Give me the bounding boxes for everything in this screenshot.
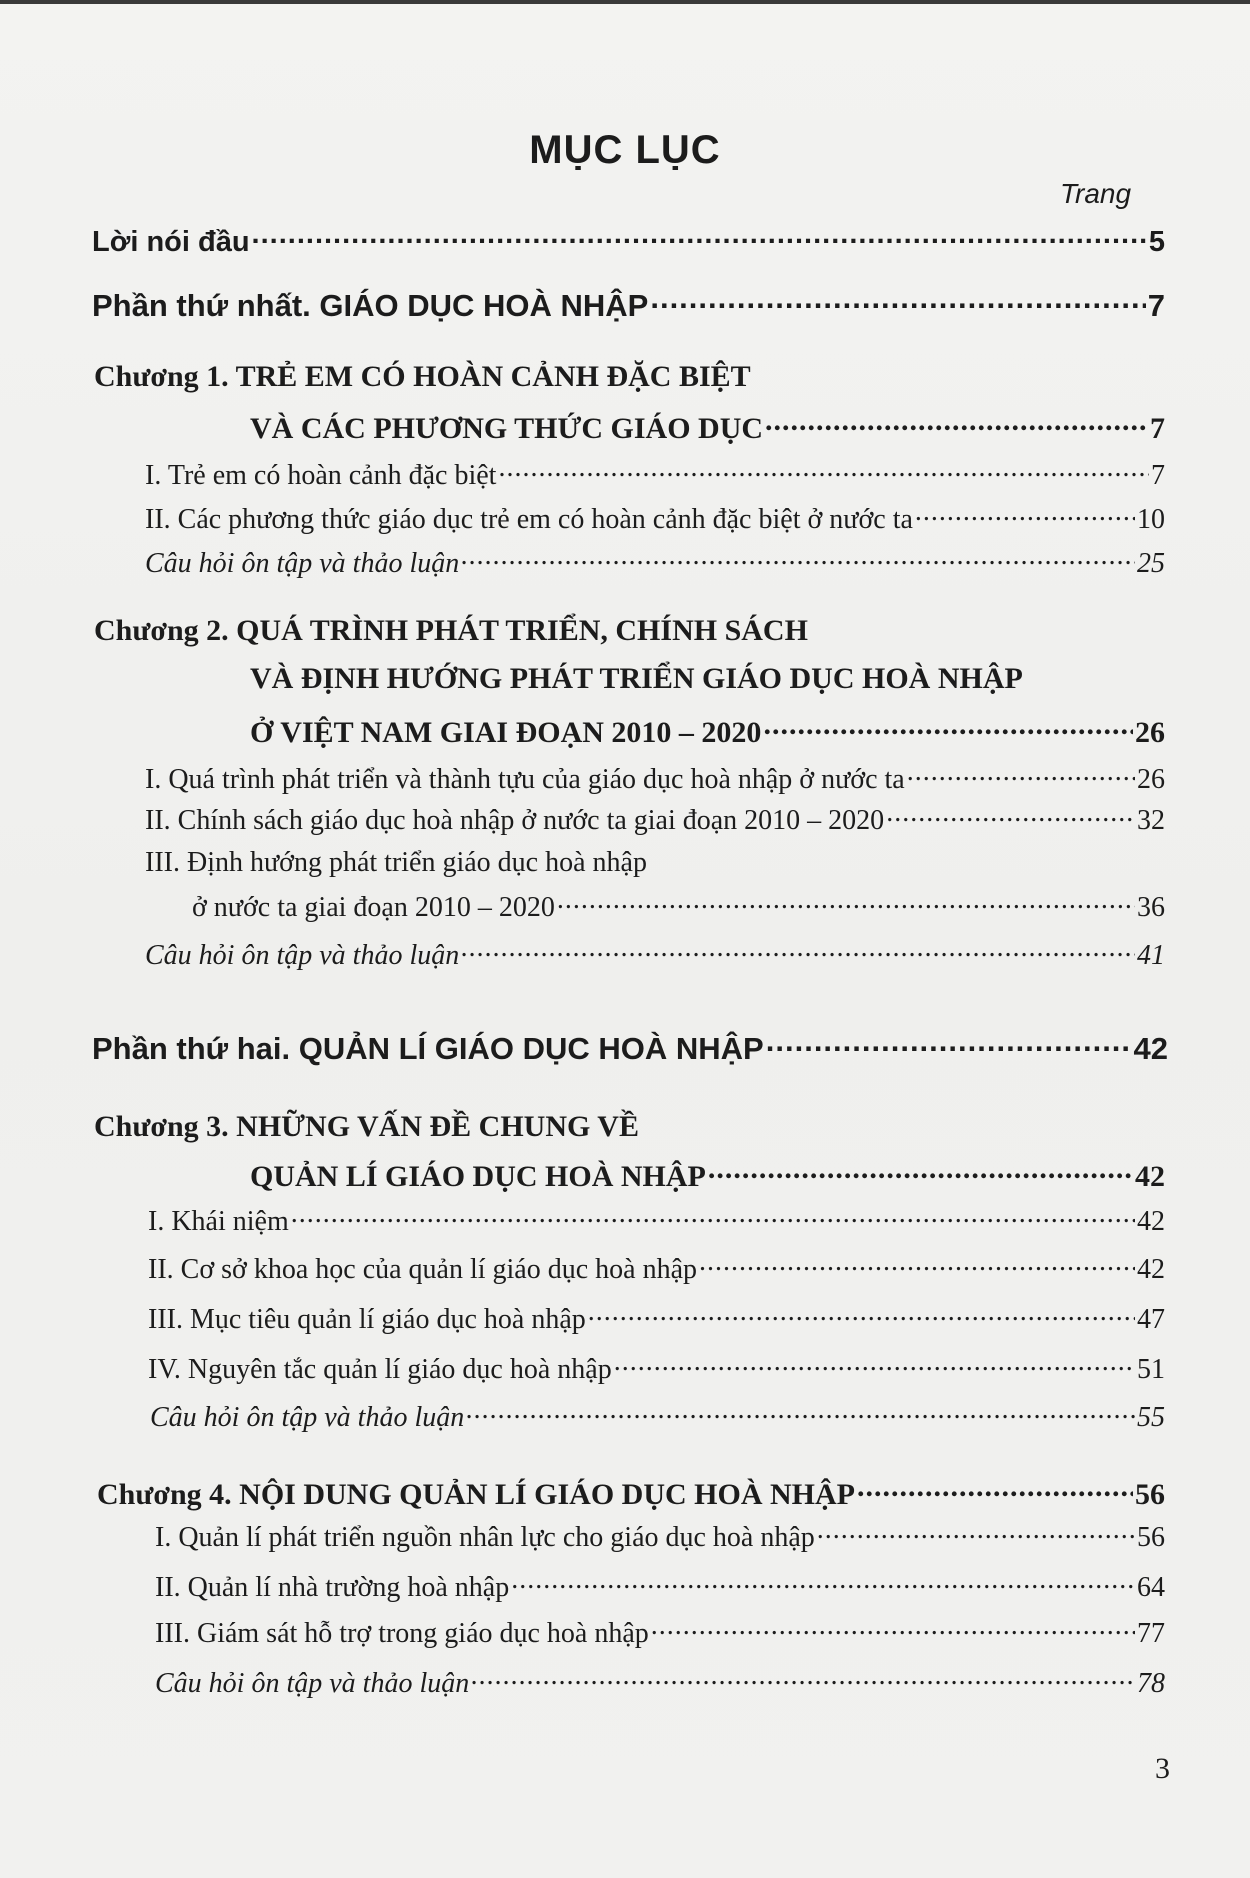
toc-entry-label: IV. Nguyên tắc quản lí giáo dục hoà nhập (148, 1354, 612, 1385)
toc-entry-page: 78 (1137, 1668, 1165, 1699)
toc-entry-label: Lời nói đầu (92, 226, 250, 258)
toc-entry-label: II. Cơ sở khoa học của quản lí giáo dục hoà nhập (148, 1254, 698, 1285)
toc-entry-page: 26 (1135, 716, 1165, 749)
toc-leader-dots (461, 544, 1135, 572)
toc-entry-page: 10 (1137, 504, 1165, 535)
toc-entry-chapter-3 (250, 1156, 1165, 1194)
toc-leader-dots (817, 1518, 1135, 1546)
toc-entry-chapter-1 (250, 408, 1165, 446)
page-top-edge (0, 0, 1250, 4)
toc-entry-preface (92, 222, 1165, 259)
toc-entry-chapter-1-line1: Chương 1. TRẺ EM CÓ HOÀN CẢNH ĐẶC BIỆT (94, 360, 751, 393)
toc-entry-chapter-3-line1: Chương 3. NHỮNG VẤN ĐỀ CHUNG VỀ (94, 1110, 639, 1143)
toc-entry-label: III. Giám sát hỗ trợ trong giáo dục hoà nhập (155, 1618, 649, 1649)
toc-entry-page: 7 (1151, 460, 1165, 491)
toc-entry-page: 5 (1148, 226, 1165, 258)
toc-leader-dots (766, 1028, 1132, 1059)
toc-leader-dots (557, 888, 1135, 916)
toc-leader-dots (498, 456, 1149, 484)
toc-entry-label: Phần thứ nhất. GIÁO DỤC HOÀ NHẬP (92, 288, 649, 323)
toc-entry-page: 7 (1150, 412, 1165, 445)
toc-leader-dots (699, 1250, 1135, 1278)
toc-entry-page: 55 (1137, 1402, 1165, 1433)
toc-entry-page: 51 (1137, 1354, 1165, 1385)
toc-entry-label: Câu hỏi ôn tập và thảo luận (145, 548, 460, 579)
toc-entry-page: 36 (1137, 892, 1165, 923)
page-title: MỤC LỤC (529, 128, 721, 172)
toc-entry-2-2 (145, 801, 1165, 837)
toc-entry-page: 64 (1137, 1572, 1165, 1603)
toc-entry-page: 42 (1137, 1254, 1165, 1285)
toc-leader-dots (857, 1474, 1133, 1504)
toc-entry-2-1 (145, 760, 1165, 796)
toc-entry-label: I. Trẻ em có hoàn cảnh đặc biệt (145, 460, 497, 491)
toc-entry-2-review (145, 936, 1165, 972)
toc-entry-label: VÀ CÁC PHƯƠNG THỨC GIÁO DỤC (250, 412, 764, 445)
toc-entry-label (92, 1031, 764, 1067)
toc-leader-dots (471, 1664, 1135, 1692)
toc-entry-chapter-4 (97, 1474, 1165, 1512)
toc-entry-page: 77 (1137, 1618, 1165, 1649)
toc-entry-label: I. Quá trình phát triển và thành tựu của giáo dục hoà nhập ở nước ta (145, 764, 905, 795)
toc-leader-dots (614, 1350, 1135, 1378)
toc-leader-dots (907, 760, 1135, 788)
toc-entry-2-3 (192, 888, 1165, 924)
toc-entry-page: 42 (1133, 1031, 1168, 1066)
toc-entry-page: 47 (1137, 1304, 1165, 1335)
toc-entry-page: 42 (1137, 1206, 1165, 1237)
toc-entry-1-review (145, 544, 1165, 580)
toc-entry-page: 56 (1135, 1478, 1165, 1511)
toc-leader-dots (588, 1300, 1135, 1328)
toc-entry-page: 56 (1137, 1522, 1165, 1553)
toc-entry-3-review (150, 1398, 1165, 1434)
toc-entry-part-1 (92, 285, 1165, 324)
toc-entry-page: 32 (1137, 805, 1165, 836)
toc-entry-label: QUẢN LÍ GIÁO DỤC HOÀ NHẬP (250, 1160, 706, 1193)
toc-leader-dots (765, 408, 1148, 438)
toc-leader-dots (650, 285, 1145, 316)
toc-entry-chapter-2 (250, 712, 1165, 750)
toc-entry-page: 26 (1137, 764, 1165, 795)
toc-entry-label: I. Khái niệm (148, 1206, 289, 1237)
toc-entry-label: Câu hỏi ôn tập và thảo luận (155, 1668, 470, 1699)
toc-entry-chapter-2-line1: Chương 2. QUÁ TRÌNH PHÁT TRIỂN, CHÍNH SÁCH (94, 614, 808, 647)
toc-leader-dots (763, 712, 1133, 742)
toc-leader-dots (461, 936, 1135, 964)
toc-entry-page: 25 (1137, 548, 1165, 579)
toc-entry-label: Chương 4. NỘI DUNG QUẢN LÍ GIÁO DỤC HOÀ NHẬP (97, 1478, 855, 1511)
toc-leader-dots (708, 1156, 1133, 1186)
toc-leader-dots (511, 1568, 1135, 1596)
toc-leader-dots (291, 1202, 1135, 1230)
toc-entry-label: II. Các phương thức giáo dục trẻ em có hoàn cảnh đặc biệt ở nước ta (145, 504, 913, 535)
toc-entry-label: III. Mục tiêu quản lí giáo dục hoà nhập (148, 1304, 586, 1335)
toc-entry-label: Ở VIỆT NAM GIAI ĐOẠN 2010 – 2020 (250, 716, 762, 749)
toc-leader-dots (466, 1398, 1135, 1426)
toc-entry-label: Câu hỏi ôn tập và thảo luận (150, 1402, 465, 1433)
toc-entry-page: 41 (1137, 940, 1165, 971)
toc-entry-1-1 (145, 456, 1165, 492)
toc-entry-part-2 (92, 1028, 1168, 1067)
toc-entry-label: Câu hỏi ôn tập và thảo luận (145, 940, 460, 971)
toc-entry-3-3 (148, 1300, 1165, 1336)
page-column-header: Trang (1060, 178, 1132, 209)
toc-entry-4-review (155, 1664, 1165, 1700)
toc-entry-page: 42 (1135, 1160, 1165, 1193)
toc-leader-dots (252, 222, 1147, 251)
toc-entry-label: ở nước ta giai đoạn 2010 – 2020 (192, 892, 555, 923)
toc-entry-3-4 (148, 1350, 1165, 1386)
toc-leader-dots (886, 801, 1135, 829)
toc-entry-chapter-2-line2: VÀ ĐỊNH HƯỚNG PHÁT TRIỂN GIÁO DỤC HOÀ NHẬP (250, 662, 1023, 695)
toc-leader-dots (915, 500, 1135, 528)
toc-entry-label: II. Quản lí nhà trường hoà nhập (155, 1572, 510, 1603)
toc-entry-4-3 (155, 1614, 1165, 1650)
toc-part-2-label: Phần thứ hai. QUẢN LÍ GIÁO DỤC HOÀ NHẬP (92, 1031, 764, 1066)
toc-entry-page: 7 (1147, 288, 1165, 323)
toc-entry-1-2 (145, 500, 1165, 536)
toc-entry-label: II. Chính sách giáo dục hoà nhập ở nước ta giai đoạn 2010 – 2020 (145, 805, 885, 836)
toc-leader-dots (651, 1614, 1135, 1642)
toc-entry-3-1 (148, 1202, 1165, 1238)
toc-entry-label: I. Quản lí phát triển nguồn nhân lực cho giáo dục hoà nhập (155, 1522, 815, 1553)
toc-entry-3-2 (148, 1250, 1165, 1286)
toc-entry-2-3-line1: III. Định hướng phát triển giáo dục hoà nhập (145, 847, 647, 878)
toc-entry-4-2 (155, 1568, 1165, 1604)
page-number: 3 (1155, 1752, 1170, 1785)
toc-entry-4-1 (155, 1518, 1165, 1554)
